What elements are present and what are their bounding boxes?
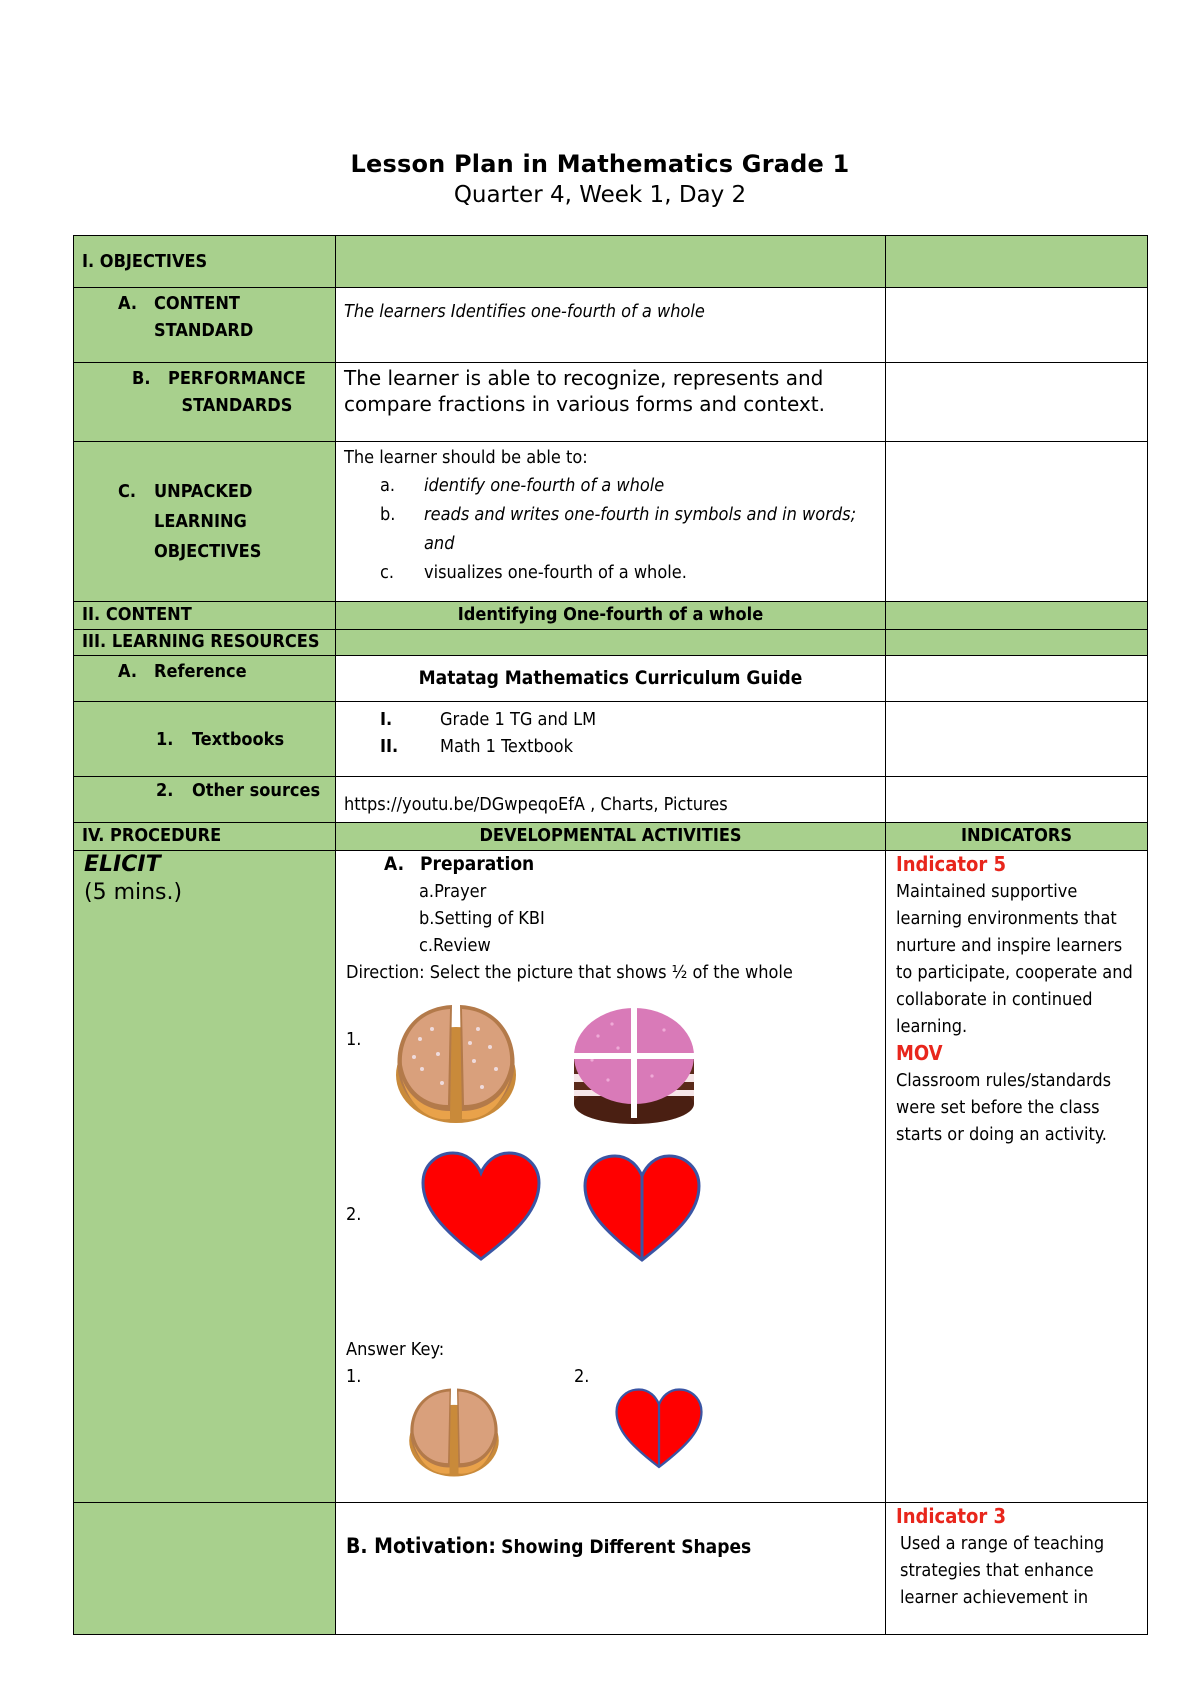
preparation-list: [346, 878, 875, 959]
motivation-label-cell: [74, 1503, 336, 1635]
content-standard-text: The learners Identifies one-fourth of a whole: [336, 288, 886, 363]
page-subtitle: Quarter 4, Week 1, Day 2: [453, 182, 747, 208]
unpacked-objectives-indicator: [886, 442, 1148, 602]
other-sources-row: [74, 777, 1148, 823]
unpacked-intro: The learner should be able to:: [344, 447, 588, 468]
other-sources-label: 2. Other sources: [74, 777, 336, 823]
answer-1-number: 1.: [346, 1366, 362, 1387]
list-item: b.Setting of KBI: [419, 908, 545, 929]
indicator-5-title: Indicator 5: [896, 852, 1006, 876]
developmental-activities-heading: DEVELOPMENTAL ACTIVITIES: [336, 823, 886, 851]
unpacked-objectives-content: [336, 442, 886, 602]
objectives-row: [74, 236, 1148, 288]
unpacked-objectives-row: [74, 442, 1148, 602]
question-1-number: 1.: [346, 1029, 362, 1050]
preparation-heading: A. Preparation: [384, 853, 535, 875]
objectives-empty-cell: [336, 236, 886, 288]
other-sources-text: https://youtu.be/DGwpeqoEfA , Charts, Pictures: [336, 777, 886, 823]
elicit-row: [74, 851, 1148, 1503]
lesson-plan-table: [73, 235, 1148, 1635]
elicit-label: [74, 851, 336, 1503]
learning-resources-heading: III. LEARNING RESOURCES: [74, 630, 336, 656]
elicit-duration: (5 mins.): [84, 880, 183, 905]
textbooks-list: [336, 702, 886, 777]
unpacked-list: [344, 471, 877, 587]
content-standard-row: [74, 288, 1148, 363]
list-item: I. Grade 1 TG and LM: [380, 709, 597, 730]
list-item: II. Math 1 Textbook: [380, 736, 573, 757]
textbooks-row: [74, 702, 1148, 777]
indicator-3-title: Indicator 3: [896, 1504, 1006, 1528]
list-item: c. visualizes one-fourth of a whole.: [380, 562, 687, 583]
cake-quarters-image: [568, 996, 700, 1128]
reference-label: A. Reference: [74, 656, 336, 702]
list-item: a. identify one-fourth of a whole: [380, 475, 665, 496]
motivation-row: [74, 1503, 1148, 1635]
learning-resources-row: [74, 630, 1148, 656]
objectives-empty-cell-2: [886, 236, 1148, 288]
answer-key-label: Answer Key:: [346, 1339, 445, 1360]
performance-standards-indicator: [886, 363, 1148, 442]
donut-halves-image: [392, 999, 520, 1125]
whole-heart-image: [421, 1151, 541, 1263]
answer-donut-image: [406, 1384, 502, 1478]
reference-text: Matatag Mathematics Curriculum Guide: [336, 656, 886, 702]
list-item: c.Review: [419, 935, 491, 956]
reference-row: [74, 656, 1148, 702]
content-standard-indicator: [886, 288, 1148, 363]
mov-title: MOV: [896, 1041, 943, 1065]
elicit-title: ELICIT: [84, 852, 161, 877]
performance-standards-label: B. PERFORMANCE STANDARDS: [74, 363, 336, 442]
unpacked-objectives-label: C. UNPACKED LEARNING OBJECTIVES: [74, 442, 336, 602]
halved-heart-image: [583, 1154, 701, 1264]
page-title: Lesson Plan in Mathematics Grade 1: [350, 150, 850, 178]
content-empty-cell: [886, 602, 1148, 630]
mov-text: Classroom rules/standards were set before the class starts or doing an activity.: [896, 1070, 1112, 1145]
content-standard-label: A. CONTENT STANDARD: [74, 288, 336, 363]
content-heading: II. CONTENT: [74, 602, 336, 630]
learning-resources-empty-cell: [336, 630, 886, 656]
performance-standards-text: The learner is able to recognize, represents and compare fractions in various forms and context.: [336, 363, 886, 442]
answer-heart-image: [614, 1388, 704, 1470]
indicator-3-text: Used a range of teaching strategies that enhance learner achievement in: [900, 1533, 1105, 1608]
motivation-indicators: [886, 1503, 1148, 1635]
learning-resources-empty-cell-2: [886, 630, 1148, 656]
motivation-activity: B. Motivation: Showing Different Shapes: [336, 1503, 886, 1635]
answer-2-number: 2.: [574, 1366, 590, 1387]
reference-indicator: [886, 656, 1148, 702]
procedure-heading: IV. PROCEDURE: [74, 823, 336, 851]
objectives-heading: I. OBJECTIVES: [74, 236, 336, 288]
list-item: a.Prayer: [419, 881, 487, 902]
list-item: b. reads and writes one-fourth in symbols and in words; and: [380, 504, 857, 554]
direction: Direction: Select the picture that shows ½ of the whole: [346, 962, 793, 983]
question-2-number: 2.: [346, 1204, 362, 1225]
performance-standards-row: [74, 363, 1148, 442]
elicit-activities: [336, 851, 886, 1503]
content-row: [74, 602, 1148, 630]
procedure-header-row: [74, 823, 1148, 851]
indicators-heading: INDICATORS: [886, 823, 1148, 851]
textbooks-label: 1. Textbooks: [74, 702, 336, 777]
indicator-5-text: Maintained supportive learning environments that nurture and inspire learners to participate, cooperate and collaborate in continued learning.: [896, 881, 1133, 1037]
content-text: Identifying One-fourth of a whole: [336, 602, 886, 630]
other-sources-indicator: [886, 777, 1148, 823]
elicit-indicators: [886, 851, 1148, 1503]
textbooks-indicator: [886, 702, 1148, 777]
